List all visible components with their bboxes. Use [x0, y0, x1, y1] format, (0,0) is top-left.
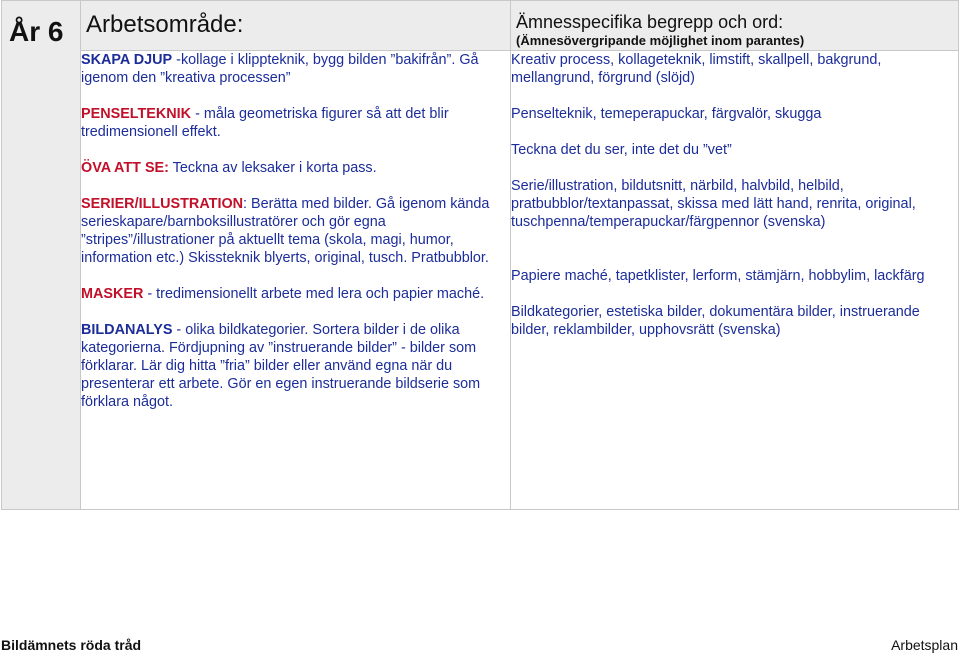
begrepp-penselteknik: Penselteknik, temeperapuckar, färgvalör, skugga	[511, 106, 822, 122]
footer-title: Bildämnets röda tråd	[1, 637, 142, 653]
text-ova-att-se: Teckna av leksaker i korta pass.	[168, 160, 377, 176]
keyword-skapa-djup: SKAPA DJUP	[81, 52, 173, 68]
text-bildanalys: - olika bildkategorier. Sortera bilder i de olika kategorierna. Fördjupning av ”instruerande bilder” - bilder som förklarar. Lär dig hitta ”fria” bilder eller använd egna när du presenterar ett arbete. Gör en egen instruerande bildserie som förklara något.	[81, 322, 481, 410]
begrepp-column	[511, 51, 959, 510]
begrepp-serier: Serie/illustration, bildutsnitt, närbild, halvbild, helbild, pratbubblor/textanpassat, skissa med lätt hand, renrita, original, tuschpenna/temperapuckar/färgpennor (svenska)	[511, 178, 916, 230]
text-masker: - tredimensionellt arbete med lera och papier maché.	[143, 286, 485, 302]
header-row	[2, 1, 959, 51]
text-serier-intro: : Berätta med bilder.	[243, 196, 376, 212]
block-serier	[81, 195, 510, 267]
block-ova-att-se	[81, 159, 510, 177]
block-bildanalys	[81, 321, 510, 411]
year-cell	[2, 1, 81, 510]
keyword-masker: MASKER	[81, 286, 144, 302]
text-penselteknik: - måla geometriska figurer så att det blir tredimensionell effekt.	[81, 106, 449, 140]
begrepp-skapa-djup: Kreativ process, kollageteknik, limstift, skallpell, bakgrund, mellangrund, förgrund (slöjd)	[511, 52, 882, 86]
footer-arbetsplan: Arbetsplan	[891, 637, 958, 653]
keyword-penselteknik: PENSELTEKNIK	[81, 106, 192, 122]
block-penselteknik	[81, 105, 510, 141]
begrepp-masker: Papiere maché, tapetklister, lerform, stämjärn, hobbylim, lackfärg	[511, 268, 925, 284]
header-begrepp-subtitle: (Ämnesövergripande möjlighet inom parantes)	[516, 33, 805, 48]
header-right-cell	[511, 1, 959, 51]
keyword-serier: SERIER/ILLUSTRATION	[81, 196, 244, 212]
header-arbetsomrade: Arbetsområde:	[86, 11, 244, 38]
block-skapa-djup	[81, 51, 510, 87]
keyword-bildanalys: BILDANALYS	[81, 322, 173, 338]
keyword-ova-att-se: ÖVA ATT SE:	[81, 160, 169, 176]
arbetsomrade-column	[81, 51, 511, 510]
curriculum-table	[1, 0, 959, 510]
text-skapa-djup: -kollage i klippteknik, bygg bilden ”bakifrån”. Gå igenom den ”kreativa processen”	[81, 52, 479, 86]
block-masker	[81, 285, 510, 303]
text-serier: Gå igenom kända serieskapare/barnboksillustratörer och gör egna ”stripes”/illustrationer på aktuellt tema (skola, magi, humor, information etc.) Skissteknik blyerts, original, tusch. Pratbubblor.	[81, 196, 490, 266]
content-row	[2, 51, 959, 510]
begrepp-ova-att-se: Teckna det du ser, inte det du ”vet”	[511, 142, 732, 158]
year-label: År 6	[9, 16, 64, 47]
header-left-cell	[81, 1, 511, 51]
begrepp-bildanalys: Bildkategorier, estetiska bilder, dokumentära bilder, instruerande bilder, reklambilder, upphovsrätt (svenska)	[511, 304, 920, 338]
header-begrepp: Ämnesspecifika begrepp och ord:	[516, 12, 784, 32]
